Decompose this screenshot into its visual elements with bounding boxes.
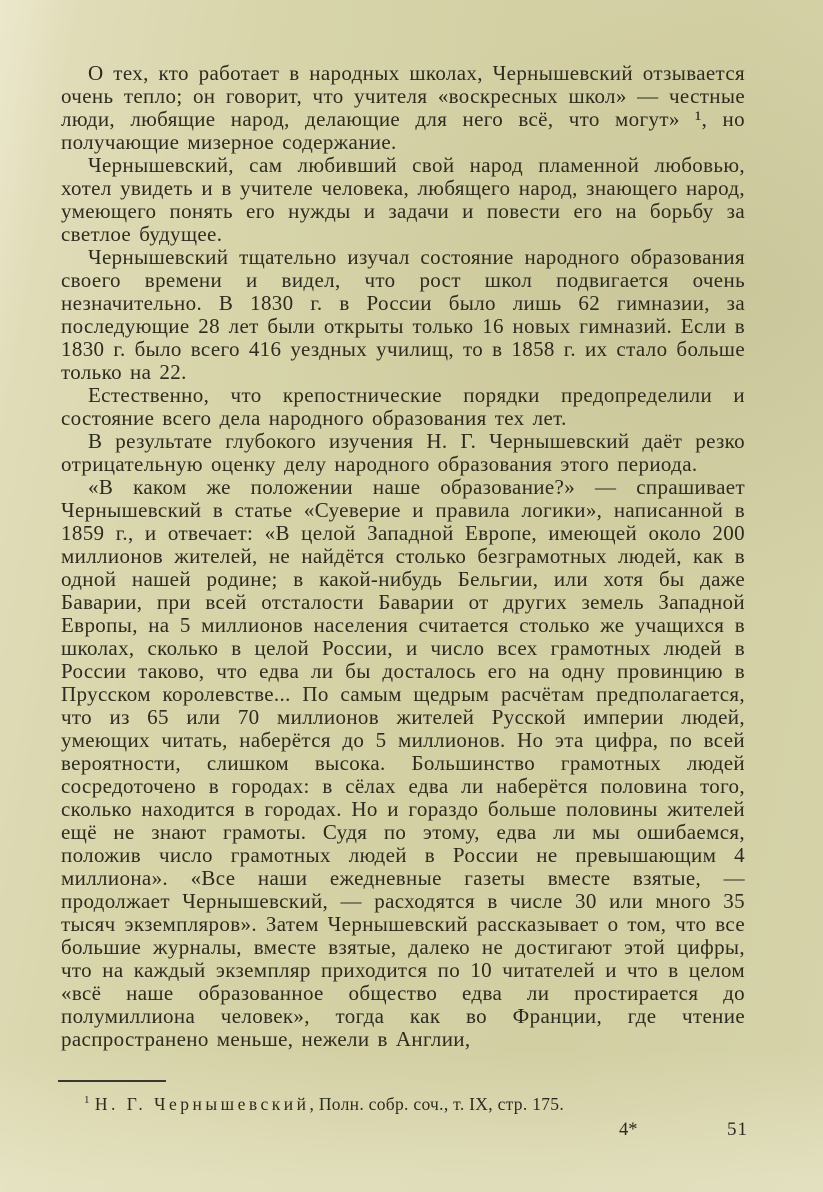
paragraph-4: Естественно, что крепостнические порядки предопределили и состояние всего дела народного образования тех лет. (61, 383, 745, 430)
footnote-rule (58, 1080, 166, 1082)
footnote (58, 1090, 742, 1114)
body-text (61, 62, 745, 1051)
footnote-source: , Полн. собр. соч., т. IX, стр. 175. (309, 1093, 565, 1114)
footnote-author: Н. Г. Чернышевский (94, 1093, 310, 1114)
paragraph-6: «В каком же положении наше образование?» — спрашивает Чернышевский в статье «Суеверие и правила логики», написанной в 1859 г., и отвечает: «В целой Западной Европе, имеющей около 200 миллионов жителей, не найдётся столько безграмотных людей, как в одной нашей родине; в какой-нибудь Бельгии, или хотя бы даже Баварии, при всей отсталости Баварии от других земель Западной Европы, на 5 миллионов населения считается столько же учащихся в школах, сколько в целой России, и число всех грамотных людей в России таково, что едва ли бы досталось его на одну провинцию в Прусском королевстве... По самым щедрым расчётам предполагается, что из 65 или 70 миллионов жителей Русской империи людей, умеющих читать, наберётся до 5 миллионов. Но эта цифра, по всей вероятности, слишком высока. Большинство грамотных людей сосредоточено в городах: в сёлах едва ли наберётся половина того, сколько находится в городах. Но и гораздо больше половины жителей ещё не знают грамоты. Судя по этому, едва ли мы ошибаемся, положив число грамотных людей в России не превышающим 4 миллиона». «Все наши ежедневные газеты вместе взятые, — продолжает Чернышевский, — расходятся в числе 30 или много 35 тысяч экземпляров». Затем Чернышевский рассказывает о том, что все большие журналы, вместе взятые, далеко не достигают этой цифры, что на каждый экземпляр приходится по 10 читателей и что в целом «всё наше образованное общество едва ли простирается до полумиллиона человек», тогда как во Франции, где чтение распространено меньше, нежели в Англии, (61, 475, 745, 1051)
paragraph-3: Чернышевский тщательно изучал состояние народного образования своего времени и видел, что рост школ подвигается очень незначительно. В 1830 г. в России было лишь 62 гимназии, за последующие 28 лет были открыты только 16 новых гимназий. Если в 1830 г. было всего 416 уездных училищ, то в 1858 г. их стало больше только на 22. (61, 245, 745, 384)
paragraph-5: В результате глубокого изучения Н. Г. Чернышевский даёт резко отрицательную оценку делу народного образования этого периода. (61, 429, 745, 476)
paragraph-2: Чернышевский, сам любивший свой народ пламенной любовью, хотел увидеть и в учителе человека, любящего народ, знающего народ, умеющего понять его нужды и задачи и повести его на борьбу за светлое будущее. (61, 153, 745, 246)
signature-mark: 4* (619, 1120, 638, 1140)
footnote-area (58, 1080, 742, 1114)
footnote-marker: 1 (84, 1094, 90, 1106)
page-number: 51 (727, 1119, 748, 1140)
paragraph-1: О тех, кто работает в народных школах, Чернышевский отзывается очень тепло; он говорит, что учителя «воскресных школ» — честные люди, любящие народ, делающие для него всё, что могут» ¹, но получающие мизерное содержание. (61, 61, 745, 154)
